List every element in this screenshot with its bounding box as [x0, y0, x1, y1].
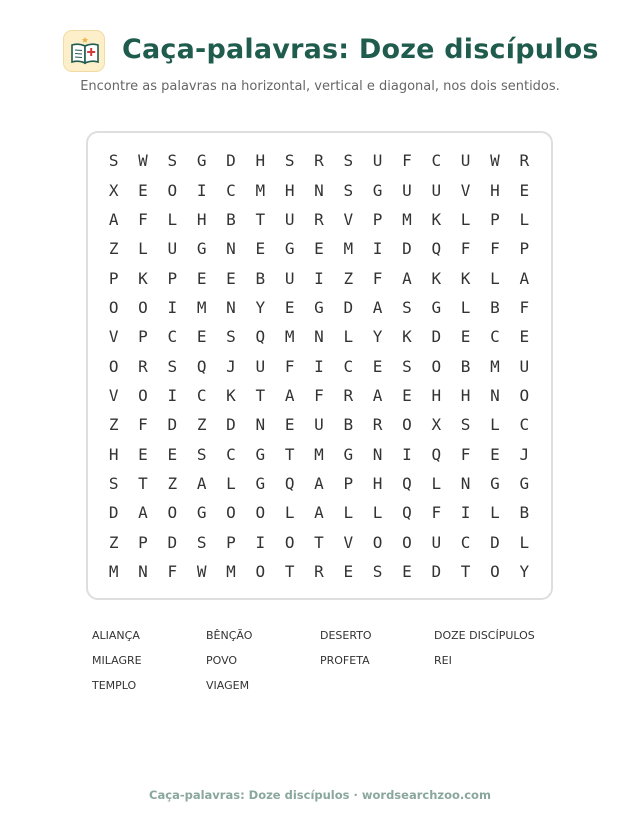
grid-cell[interactable]: F: [519, 297, 530, 317]
grid-cell[interactable]: G: [196, 503, 207, 523]
grid-cell[interactable]: O: [255, 561, 266, 581]
word-list-item: TEMPLO: [92, 679, 137, 692]
grid-cell[interactable]: D: [490, 532, 500, 552]
grid-cell[interactable]: A: [314, 473, 324, 493]
grid-cell[interactable]: U: [284, 209, 295, 229]
grid-cell[interactable]: C: [460, 532, 471, 552]
grid-cell[interactable]: R: [314, 151, 324, 171]
grid-cell[interactable]: K: [138, 268, 148, 288]
letter-grid: [99, 146, 539, 586]
grid-cell[interactable]: B: [226, 209, 236, 229]
word-list-item: DESERTO: [320, 629, 372, 642]
grid-row: [99, 527, 539, 556]
grid-cell[interactable]: G: [372, 180, 383, 200]
grid-cell[interactable]: A: [314, 503, 324, 523]
grid-cell[interactable]: E: [402, 385, 412, 405]
grid-cell[interactable]: Z: [343, 268, 354, 288]
grid-cell[interactable]: G: [284, 239, 295, 259]
grid-cell[interactable]: C: [196, 385, 207, 405]
grid-cell[interactable]: F: [372, 268, 383, 288]
grid-cell[interactable]: D: [167, 532, 178, 552]
grid-cell[interactable]: T: [460, 561, 471, 581]
grid-cell[interactable]: T: [255, 385, 266, 405]
grid-cell[interactable]: D: [431, 561, 442, 581]
grid-cell[interactable]: K: [226, 385, 236, 405]
grid-cell[interactable]: G: [490, 473, 500, 493]
grid-cell[interactable]: O: [402, 532, 412, 552]
grid-cell[interactable]: O: [138, 385, 148, 405]
grid-cell[interactable]: F: [460, 444, 471, 464]
grid-cell[interactable]: Y: [372, 327, 383, 347]
grid-cell[interactable]: H: [196, 209, 207, 229]
grid-cell[interactable]: L: [460, 297, 471, 317]
grid-cell[interactable]: C: [167, 327, 178, 347]
grid-cell[interactable]: L: [490, 415, 500, 435]
grid-cell[interactable]: K: [431, 209, 442, 229]
grid-cell[interactable]: Q: [284, 473, 295, 493]
footer: Caça-palavras: Doze discípulos · wordsearchzoo.com: [149, 788, 491, 802]
grid-cell[interactable]: V: [108, 385, 119, 405]
grid-cell[interactable]: C: [343, 356, 354, 376]
grid-cell[interactable]: J: [226, 356, 236, 376]
grid-cell[interactable]: A: [372, 297, 383, 317]
grid-cell[interactable]: W: [196, 561, 207, 581]
grid-cell[interactable]: G: [519, 473, 530, 493]
grid-cell[interactable]: A: [402, 268, 412, 288]
grid-cell[interactable]: E: [402, 561, 412, 581]
word-list-item: PROFETA: [320, 654, 370, 667]
grid-cell[interactable]: T: [314, 532, 324, 552]
grid-row: [99, 498, 539, 527]
grid-row: [99, 351, 539, 380]
grid-cell[interactable]: R: [138, 356, 148, 376]
grid-cell[interactable]: N: [226, 297, 236, 317]
grid-cell[interactable]: Q: [431, 239, 442, 259]
grid-cell[interactable]: E: [490, 444, 500, 464]
grid-cell[interactable]: L: [167, 209, 178, 229]
grid-cell[interactable]: K: [402, 327, 412, 347]
grid-cell[interactable]: O: [284, 532, 295, 552]
grid-row: [99, 557, 539, 586]
grid-row: [99, 410, 539, 439]
grid-cell[interactable]: S: [402, 356, 412, 376]
grid-cell[interactable]: O: [255, 503, 266, 523]
grid-cell[interactable]: E: [167, 444, 178, 464]
grid-cell[interactable]: U: [460, 151, 471, 171]
grid-cell[interactable]: E: [284, 297, 295, 317]
grid-cell[interactable]: R: [343, 385, 354, 405]
grid-cell[interactable]: D: [226, 151, 236, 171]
grid-cell[interactable]: P: [138, 327, 148, 347]
grid-cell[interactable]: N: [314, 180, 324, 200]
grid-cell[interactable]: D: [108, 503, 119, 523]
grid-cell[interactable]: J: [519, 444, 530, 464]
grid-cell[interactable]: K: [460, 268, 471, 288]
grid-cell[interactable]: E: [138, 444, 148, 464]
grid-cell[interactable]: X: [431, 415, 442, 435]
grid-cell[interactable]: Q: [196, 356, 207, 376]
grid-row: [99, 205, 539, 234]
grid-cell[interactable]: P: [490, 209, 500, 229]
grid-cell[interactable]: A: [108, 209, 119, 229]
grid-cell[interactable]: I: [402, 444, 412, 464]
grid-cell[interactable]: C: [519, 415, 530, 435]
grid-cell[interactable]: A: [138, 503, 148, 523]
grid-cell[interactable]: P: [138, 532, 148, 552]
grid-cell[interactable]: H: [284, 180, 295, 200]
word-list-item: DOZE DISCÍPULOS: [434, 629, 535, 642]
grid-cell[interactable]: C: [226, 444, 236, 464]
grid-row: [99, 469, 539, 498]
grid-cell[interactable]: F: [490, 239, 500, 259]
grid-cell[interactable]: E: [460, 327, 471, 347]
grid-cell[interactable]: M: [490, 356, 500, 376]
grid-cell[interactable]: G: [343, 444, 354, 464]
grid-cell[interactable]: E: [196, 268, 207, 288]
grid-cell[interactable]: F: [138, 209, 148, 229]
grid-cell[interactable]: X: [108, 180, 119, 200]
grid-cell[interactable]: A: [284, 385, 295, 405]
grid-cell[interactable]: B: [460, 356, 471, 376]
grid-cell[interactable]: B: [255, 268, 266, 288]
grid-cell[interactable]: S: [226, 327, 236, 347]
grid-cell[interactable]: I: [196, 180, 207, 200]
grid-cell[interactable]: S: [108, 473, 119, 493]
grid-cell[interactable]: O: [108, 356, 119, 376]
grid-cell[interactable]: A: [196, 473, 207, 493]
grid-cell[interactable]: S: [108, 151, 119, 171]
grid-cell[interactable]: M: [226, 561, 236, 581]
grid-cell[interactable]: B: [519, 503, 530, 523]
grid-cell[interactable]: E: [226, 268, 236, 288]
grid-row: [99, 322, 539, 351]
grid-cell[interactable]: D: [167, 415, 178, 435]
grid-cell[interactable]: F: [284, 356, 295, 376]
grid-cell[interactable]: R: [314, 209, 324, 229]
grid-row: [99, 146, 539, 175]
grid-cell[interactable]: L: [490, 503, 500, 523]
grid-cell[interactable]: P: [519, 239, 530, 259]
grid-cell[interactable]: C: [431, 151, 442, 171]
grid-cell[interactable]: W: [490, 151, 500, 171]
grid-cell[interactable]: I: [167, 297, 178, 317]
open-bible-icon: [63, 30, 105, 72]
grid-cell[interactable]: G: [196, 239, 207, 259]
grid-cell[interactable]: M: [402, 209, 412, 229]
grid-cell[interactable]: O: [431, 356, 442, 376]
grid-cell[interactable]: Z: [108, 415, 119, 435]
grid-cell[interactable]: Z: [167, 473, 178, 493]
word-list: [92, 629, 572, 693]
grid-cell[interactable]: Q: [431, 444, 442, 464]
grid-cell[interactable]: P: [108, 268, 119, 288]
grid-cell[interactable]: U: [255, 356, 266, 376]
word-list-item: REI: [434, 654, 452, 667]
grid-row: [99, 381, 539, 410]
grid-cell[interactable]: F: [314, 385, 324, 405]
grid-cell[interactable]: E: [196, 327, 207, 347]
grid-cell[interactable]: G: [255, 444, 266, 464]
grid-cell[interactable]: Z: [108, 239, 119, 259]
grid-cell[interactable]: D: [431, 327, 442, 347]
grid-cell[interactable]: N: [255, 415, 266, 435]
grid-cell[interactable]: T: [284, 561, 295, 581]
grid-cell[interactable]: S: [167, 356, 178, 376]
grid-cell[interactable]: K: [431, 268, 442, 288]
grid-cell[interactable]: F: [431, 503, 442, 523]
grid-row: [99, 175, 539, 204]
grid-cell[interactable]: L: [519, 532, 530, 552]
grid-cell[interactable]: A: [372, 385, 383, 405]
grid-cell[interactable]: O: [490, 561, 500, 581]
grid-cell[interactable]: L: [226, 473, 236, 493]
word-list-item: BÊNÇÃO: [206, 629, 253, 642]
grid-cell[interactable]: T: [138, 473, 148, 493]
grid-cell[interactable]: M: [108, 561, 119, 581]
grid-cell[interactable]: L: [372, 503, 383, 523]
grid-cell[interactable]: B: [490, 297, 500, 317]
grid-cell[interactable]: V: [108, 327, 119, 347]
word-list-item: POVO: [206, 654, 238, 667]
grid-cell[interactable]: U: [314, 415, 324, 435]
grid-cell[interactable]: E: [284, 415, 295, 435]
grid-cell[interactable]: U: [519, 356, 530, 376]
grid-row: [99, 263, 539, 292]
grid-cell[interactable]: H: [431, 385, 442, 405]
grid-row: [99, 439, 539, 468]
grid-cell[interactable]: B: [343, 415, 354, 435]
grid-cell[interactable]: F: [402, 151, 412, 171]
grid-cell[interactable]: E: [255, 239, 266, 259]
grid-cell[interactable]: M: [196, 297, 207, 317]
word-list-item: VIAGEM: [206, 679, 250, 692]
grid-cell[interactable]: V: [343, 209, 354, 229]
instructions: Encontre as palavras na horizontal, vertical e diagonal, nos dois sentidos.: [80, 79, 560, 94]
grid-cell[interactable]: S: [343, 151, 354, 171]
grid-cell[interactable]: C: [226, 180, 236, 200]
grid-row: [99, 234, 539, 263]
grid-cell[interactable]: G: [255, 473, 266, 493]
grid-cell[interactable]: H: [460, 385, 471, 405]
grid-cell[interactable]: V: [343, 532, 354, 552]
grid-cell[interactable]: M: [284, 327, 295, 347]
grid-cell[interactable]: V: [460, 180, 471, 200]
grid-cell[interactable]: S: [284, 151, 295, 171]
grid-cell[interactable]: U: [431, 180, 442, 200]
grid-cell[interactable]: P: [372, 209, 383, 229]
grid-cell[interactable]: L: [490, 268, 500, 288]
grid-cell[interactable]: G: [314, 297, 324, 317]
grid-cell[interactable]: I: [460, 503, 471, 523]
grid-cell[interactable]: Y: [519, 561, 530, 581]
word-list-item: ALIANÇA: [92, 629, 140, 642]
grid-cell[interactable]: U: [372, 151, 383, 171]
grid-cell[interactable]: P: [167, 268, 178, 288]
grid-cell[interactable]: P: [343, 473, 354, 493]
grid-cell[interactable]: L: [519, 209, 530, 229]
grid-cell[interactable]: S: [372, 561, 383, 581]
grid-cell[interactable]: S: [167, 151, 178, 171]
grid-cell[interactable]: I: [167, 385, 178, 405]
grid-cell[interactable]: O: [108, 297, 119, 317]
grid-cell[interactable]: L: [460, 209, 471, 229]
grid-cell[interactable]: R: [372, 415, 383, 435]
header: [0, 30, 640, 74]
grid-cell[interactable]: C: [490, 327, 500, 347]
grid-cell[interactable]: O: [226, 503, 236, 523]
grid-cell[interactable]: N: [490, 385, 500, 405]
grid-cell[interactable]: Y: [255, 297, 266, 317]
grid-cell[interactable]: I: [314, 356, 324, 376]
grid-cell[interactable]: S: [460, 415, 471, 435]
grid-cell[interactable]: T: [255, 209, 266, 229]
grid-cell[interactable]: U: [402, 180, 412, 200]
grid-cell[interactable]: E: [519, 327, 530, 347]
grid-cell[interactable]: H: [255, 151, 266, 171]
grid-cell[interactable]: M: [343, 239, 354, 259]
grid-cell[interactable]: D: [402, 239, 412, 259]
grid-cell[interactable]: N: [372, 444, 383, 464]
grid-cell[interactable]: N: [226, 239, 236, 259]
grid-cell[interactable]: Z: [108, 532, 119, 552]
grid-cell[interactable]: U: [167, 239, 178, 259]
grid-cell[interactable]: U: [431, 532, 442, 552]
grid-cell[interactable]: N: [460, 473, 471, 493]
grid-cell[interactable]: I: [372, 239, 383, 259]
grid-cell[interactable]: O: [519, 385, 530, 405]
grid-cell[interactable]: U: [284, 268, 295, 288]
grid-cell[interactable]: S: [196, 444, 207, 464]
grid-cell[interactable]: D: [226, 415, 236, 435]
grid-cell[interactable]: O: [167, 180, 178, 200]
grid-cell[interactable]: H: [372, 473, 383, 493]
grid-row: [99, 293, 539, 322]
grid-cell[interactable]: I: [314, 268, 324, 288]
grid-cell[interactable]: H: [490, 180, 500, 200]
grid-cell[interactable]: G: [196, 151, 207, 171]
grid-cell[interactable]: S: [343, 180, 354, 200]
grid-cell[interactable]: A: [519, 268, 530, 288]
grid-cell[interactable]: F: [460, 239, 471, 259]
grid-cell[interactable]: F: [167, 561, 178, 581]
word-list-item: MILAGRE: [92, 654, 142, 667]
grid-cell[interactable]: L: [343, 503, 354, 523]
grid-cell[interactable]: O: [372, 532, 383, 552]
grid-cell[interactable]: S: [196, 532, 207, 552]
grid-cell[interactable]: Q: [402, 473, 412, 493]
grid-cell[interactable]: L: [343, 327, 354, 347]
grid-cell[interactable]: E: [519, 180, 530, 200]
grid-cell[interactable]: O: [138, 297, 148, 317]
grid-cell[interactable]: Q: [402, 503, 412, 523]
grid-cell[interactable]: O: [167, 503, 178, 523]
grid-cell[interactable]: E: [372, 356, 383, 376]
grid-cell[interactable]: D: [343, 297, 354, 317]
grid-cell[interactable]: L: [431, 473, 442, 493]
grid-cell[interactable]: M: [255, 180, 266, 200]
grid-cell[interactable]: L: [138, 239, 148, 259]
grid-cell[interactable]: L: [284, 503, 295, 523]
grid-cell[interactable]: W: [138, 151, 148, 171]
grid-cell[interactable]: I: [255, 532, 266, 552]
grid-cell[interactable]: O: [402, 415, 412, 435]
grid-cell[interactable]: N: [138, 561, 148, 581]
grid-cell[interactable]: T: [284, 444, 295, 464]
grid-cell[interactable]: E: [343, 561, 354, 581]
grid-cell[interactable]: R: [314, 561, 324, 581]
grid-cell[interactable]: S: [402, 297, 412, 317]
grid-cell[interactable]: H: [108, 444, 119, 464]
grid-cell[interactable]: Z: [196, 415, 207, 435]
grid-cell[interactable]: E: [314, 239, 324, 259]
grid-cell[interactable]: F: [138, 415, 148, 435]
grid-cell[interactable]: G: [431, 297, 442, 317]
grid-cell[interactable]: N: [314, 327, 324, 347]
grid-cell[interactable]: P: [226, 532, 236, 552]
grid-cell[interactable]: R: [519, 151, 530, 171]
grid-cell[interactable]: E: [138, 180, 148, 200]
grid-cell[interactable]: Q: [255, 327, 266, 347]
grid-cell[interactable]: M: [314, 444, 324, 464]
page-title: Caça-palavras: Doze discípulos: [122, 34, 599, 65]
